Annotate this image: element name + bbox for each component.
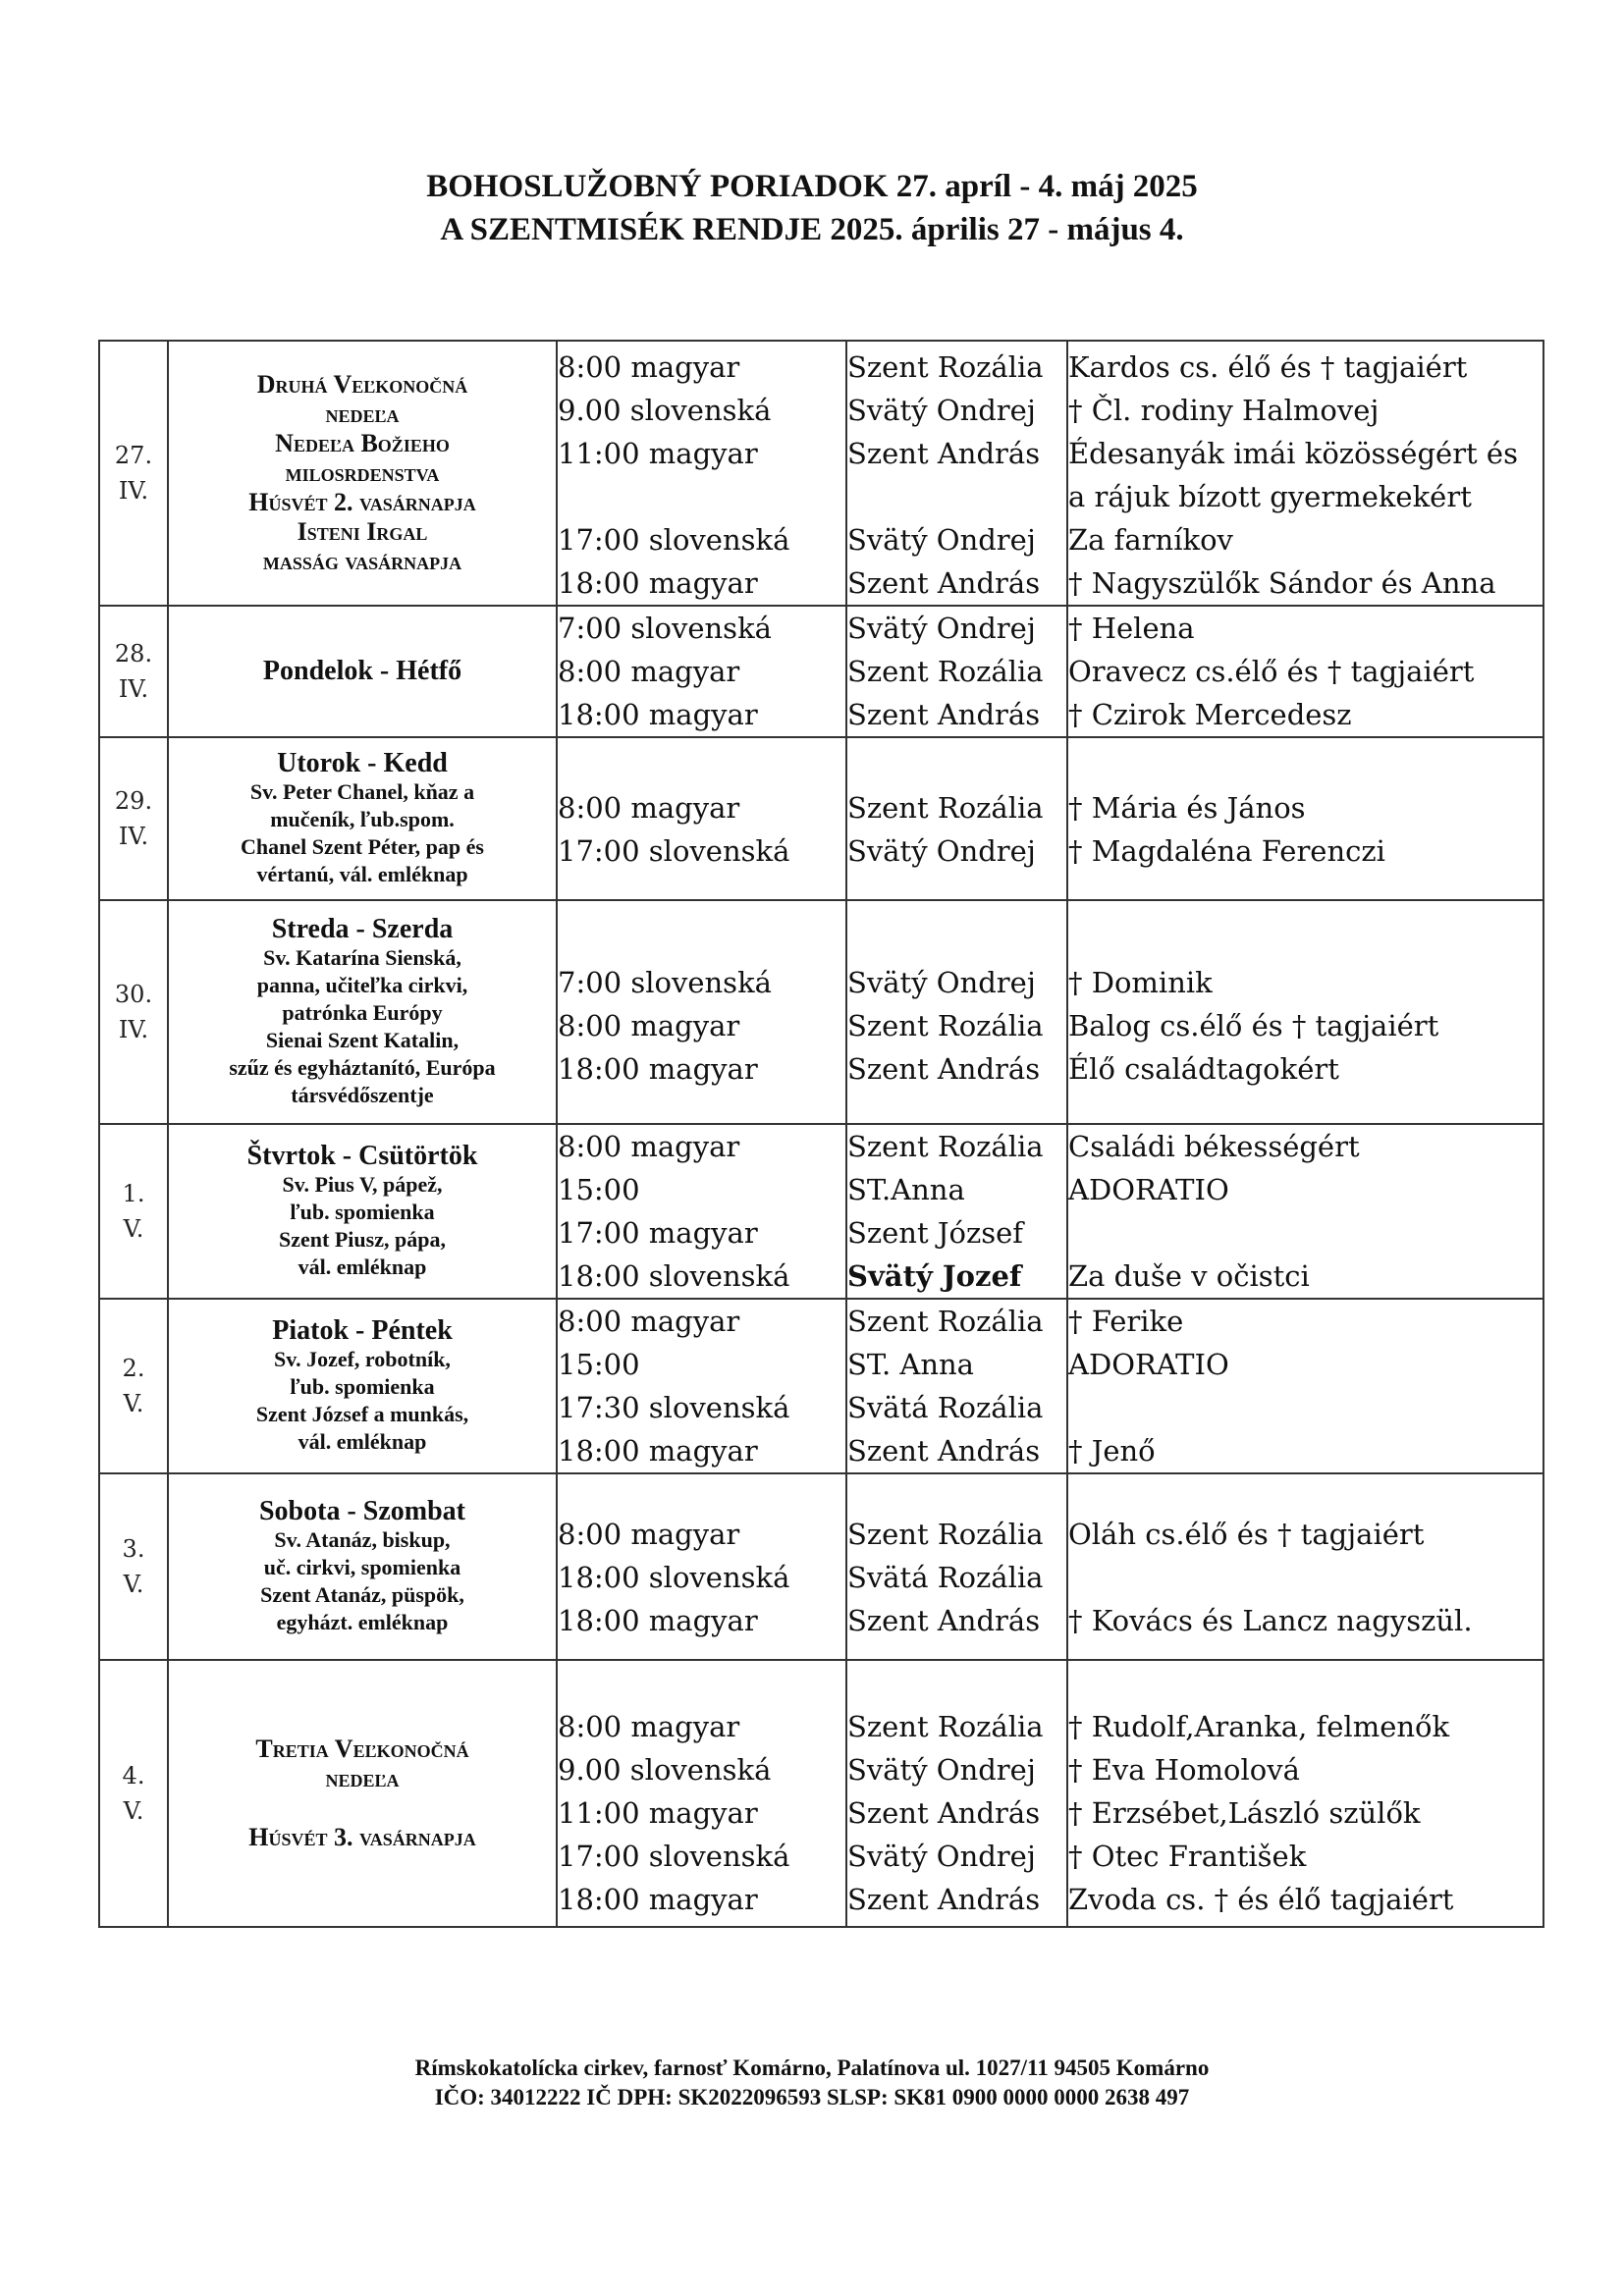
- church-name: Szent Rozália: [847, 655, 1044, 688]
- date-text: IV.: [118, 675, 149, 703]
- date-text: 3.: [122, 1535, 145, 1563]
- church-name: Szent András: [847, 1052, 1041, 1086]
- church-name: Svätý Ondrej: [847, 394, 1036, 427]
- feast-day-line: vál. emléknap: [298, 1255, 427, 1279]
- mass-intention: † Mária és János: [1068, 791, 1306, 825]
- feast-day-line: Sv. Peter Chanel, kňaz a: [249, 779, 475, 804]
- mass-schedule-table: [98, 340, 1544, 1928]
- schedule-row: [99, 1299, 1543, 1473]
- mass-time: 8:00 magyar: [558, 655, 740, 688]
- mass-intention: Édesanyák imái közösségért és: [1068, 437, 1518, 470]
- church-name-cell: [846, 341, 1067, 606]
- church-name: Szent András: [847, 566, 1041, 600]
- schedule-row: [99, 1124, 1543, 1299]
- church-name-cell: [846, 606, 1067, 737]
- mass-intention: † Otec František: [1068, 1840, 1307, 1873]
- mass-time-cell: [557, 341, 846, 606]
- mass-time: 18:00 slovenská: [558, 1561, 790, 1594]
- church-name-cell: [846, 900, 1067, 1124]
- church-name: Szent Rozália: [847, 350, 1044, 384]
- church-name-cell: [846, 1299, 1067, 1473]
- mass-time: 18:00 magyar: [558, 1604, 758, 1637]
- church-name: Svätý Ondrej: [847, 1840, 1036, 1873]
- church-name: Szent András: [847, 437, 1041, 470]
- schedule-row: [99, 900, 1543, 1124]
- mass-intention: † Helena: [1068, 612, 1195, 645]
- date-text: V.: [123, 1215, 144, 1243]
- date-cell: [99, 1299, 168, 1473]
- mass-time: 9.00 slovenská: [558, 1753, 772, 1787]
- mass-time: 18:00 magyar: [558, 698, 758, 731]
- date-cell: [99, 1124, 168, 1299]
- footer-bank-details: IČO: 34012222 IČ DPH: SK2022096593 SLSP: SK81 0900 0000 0000 2638 497: [434, 2085, 1190, 2109]
- feast-day-heading: Piatok - Péntek: [272, 1315, 453, 1346]
- feast-day-line: nedeľa: [325, 1764, 400, 1792]
- mass-intention: [1068, 1211, 1543, 1255]
- mass-intention-cell: [1067, 1124, 1543, 1299]
- mass-time: 18:00 magyar: [558, 1434, 758, 1468]
- mass-intention: a rájuk bízott gyermekekért: [1068, 480, 1472, 513]
- date-text: 29.: [114, 787, 153, 815]
- mass-intention: † Dominik: [1068, 966, 1213, 999]
- title-hungarian: A SZENTMISÉK RENDJE 2025. április 27 - május 4.: [440, 212, 1184, 247]
- feast-cell: [168, 1124, 557, 1299]
- church-name: Szent Rozália: [847, 1305, 1044, 1338]
- feast-day-line: Sv. Pius V, pápež,: [282, 1172, 443, 1197]
- mass-intention: Élő családtagokért: [1068, 1052, 1339, 1086]
- feast-day-heading: Utorok - Kedd: [277, 748, 448, 778]
- feast-cell: [168, 606, 557, 737]
- feast-day-line: Isteni Irgal: [297, 517, 428, 546]
- feast-day-line: Sv. Katarína Sienská,: [263, 945, 461, 970]
- feast-day-line: ľub. spomienka: [290, 1374, 435, 1399]
- church-name-cell: [846, 1124, 1067, 1299]
- church-name: Svätá Rozália: [847, 1561, 1044, 1594]
- feast-day-heading: Druhá Veľkonočná: [256, 370, 468, 399]
- feast-day-line: masság vasárnapja: [262, 547, 462, 575]
- church-name: ST.Anna: [847, 1173, 965, 1206]
- church-name: Szent András: [847, 698, 1041, 731]
- church-name-cell: [846, 737, 1067, 900]
- mass-time: 9.00 slovenská: [558, 394, 772, 427]
- mass-time: 17:30 slovenská: [558, 1391, 790, 1424]
- church-name-cell: [846, 1473, 1067, 1660]
- mass-intention: † Czirok Mercedesz: [1068, 698, 1352, 731]
- church-name: ST. Anna: [847, 1348, 974, 1381]
- mass-time: 18:00 magyar: [558, 566, 758, 600]
- feast-cell: [168, 1473, 557, 1660]
- mass-intention: Za duše v očistci: [1068, 1259, 1310, 1293]
- mass-time: [558, 475, 845, 518]
- mass-intention: † Magdaléna Ferenczi: [1068, 834, 1385, 868]
- mass-intention: [1068, 1386, 1543, 1429]
- mass-time: 8:00 magyar: [558, 1130, 740, 1163]
- mass-intention: Oravecz cs.élő és † tagjaiért: [1068, 655, 1475, 688]
- mass-time-cell: [557, 1473, 846, 1660]
- feast-cell: [168, 900, 557, 1124]
- feast-cell: [168, 1299, 557, 1473]
- mass-time: 11:00 magyar: [558, 1796, 758, 1830]
- church-name: Svätý Ondrej: [847, 1753, 1036, 1787]
- feast-day-line: mučeník, ľub.spom.: [270, 807, 455, 831]
- mass-time: 17:00 magyar: [558, 1216, 758, 1250]
- mass-intention: † Nagyszülők Sándor és Anna: [1068, 566, 1496, 600]
- feast-cell: [168, 341, 557, 606]
- feast-day-line: szűz és egyháztanító, Európa: [229, 1055, 496, 1080]
- feast-day-line: ľub. spomienka: [290, 1200, 435, 1224]
- mass-time: 8:00 magyar: [558, 791, 740, 825]
- date-text: 27.: [114, 442, 153, 469]
- mass-time: 8:00 magyar: [558, 1710, 740, 1743]
- church-name: Svätý Ondrej: [847, 523, 1036, 557]
- mass-intention: † Rudolf,Aranka, felmenők: [1068, 1710, 1450, 1743]
- mass-time: 15:00: [558, 1173, 640, 1206]
- date-text: 30.: [114, 981, 153, 1008]
- feast-day-line: társvédőszentje: [291, 1083, 434, 1107]
- feast-day-line: Szent Piusz, pápa,: [279, 1227, 446, 1252]
- feast-day-heading: Streda - Szerda: [271, 914, 454, 944]
- mass-intention-cell: [1067, 1473, 1543, 1660]
- church-name: Szent András: [847, 1796, 1041, 1830]
- church-name: Szent József: [847, 1216, 1023, 1250]
- feast-day-line: Szent Atanáz, püspök,: [260, 1582, 464, 1607]
- mass-time: 17:00 slovenská: [558, 1840, 790, 1873]
- mass-time-cell: [557, 1299, 846, 1473]
- title-slovak: BOHOSLUŽOBNÝ PORIADOK 27. apríl - 4. máj 2025: [426, 169, 1198, 204]
- mass-intention: Családi békességért: [1068, 1130, 1360, 1163]
- date-text: IV.: [118, 477, 149, 505]
- mass-time: 18:00 slovenská: [558, 1259, 790, 1293]
- date-text: IV.: [118, 1016, 149, 1043]
- mass-intention: † Erzsébet,László szülők: [1068, 1796, 1421, 1830]
- church-name: Szent Rozália: [847, 791, 1044, 825]
- date-text: V.: [123, 1797, 144, 1825]
- church-name: [847, 475, 1066, 518]
- mass-time: 8:00 magyar: [558, 350, 740, 384]
- mass-time: 8:00 magyar: [558, 1305, 740, 1338]
- feast-day-line: Chanel Szent Péter, pap és: [241, 834, 484, 859]
- mass-intention-cell: [1067, 1660, 1543, 1927]
- feast-day-line: uč. cirkvi, spomienka: [263, 1555, 461, 1579]
- mass-time: 7:00 slovenská: [558, 612, 772, 645]
- mass-intention-cell: [1067, 737, 1543, 900]
- feast-day-line: [169, 1793, 556, 1823]
- church-name: Szent Rozália: [847, 1518, 1044, 1551]
- feast-day-line: nedeľa: [325, 400, 400, 428]
- footer-address: Rímskokatolícka cirkev, farnosť Komárno, Palatínova ul. 1027/11 94505 Komárno: [414, 2056, 1210, 2080]
- mass-intention: Balog cs.élő és † tagjaiért: [1068, 1009, 1439, 1042]
- mass-intention: † Kovács és Lancz nagyszül.: [1068, 1604, 1473, 1637]
- feast-day-line: Nedeľa Božieho: [275, 429, 450, 457]
- church-name: Svätý Jozef: [847, 1259, 1022, 1293]
- date-cell: [99, 737, 168, 900]
- date-cell: [99, 341, 168, 606]
- feast-day-heading: Pondelok - Hétfő: [262, 656, 462, 686]
- schedule-row: [99, 737, 1543, 900]
- mass-time: 8:00 magyar: [558, 1009, 740, 1042]
- date-cell: [99, 606, 168, 737]
- feast-day-line: Húsvét 3. vasárnapja: [248, 1823, 476, 1851]
- church-name: Szent András: [847, 1434, 1041, 1468]
- feast-day-heading: Sobota - Szombat: [258, 1496, 465, 1526]
- mass-time: 15:00: [558, 1348, 640, 1381]
- church-name: Szent Rozália: [847, 1130, 1044, 1163]
- feast-day-line: Sv. Jozef, robotník,: [274, 1347, 451, 1371]
- date-text: V.: [123, 1571, 144, 1598]
- mass-time-cell: [557, 1660, 846, 1927]
- mass-intention: † Eva Homolová: [1068, 1753, 1300, 1787]
- mass-intention: ADORATIO: [1068, 1348, 1229, 1381]
- mass-time-cell: [557, 1124, 846, 1299]
- mass-intention: † Čl. rodiny Halmovej: [1068, 394, 1380, 427]
- feast-cell: [168, 737, 557, 900]
- date-text: 4.: [122, 1762, 145, 1789]
- schedule-row: [99, 606, 1543, 737]
- feast-day-line: Sienai Szent Katalin,: [265, 1028, 460, 1052]
- schedule-row: [99, 341, 1543, 606]
- church-name: Szent András: [847, 1604, 1041, 1637]
- church-name: Szent Rozália: [847, 1009, 1044, 1042]
- feast-cell: [168, 1660, 557, 1927]
- feast-day-line: Szent József a munkás,: [255, 1402, 469, 1426]
- date-text: IV.: [118, 823, 149, 850]
- feast-day-line: vértanú, vál. emléknap: [256, 862, 468, 886]
- church-name: Svätý Ondrej: [847, 834, 1036, 868]
- mass-time: 18:00 magyar: [558, 1052, 758, 1086]
- mass-intention: Za farníkov: [1068, 523, 1233, 557]
- mass-time: 7:00 slovenská: [558, 966, 772, 999]
- mass-intention-cell: [1067, 900, 1543, 1124]
- feast-day-heading: Štvrtok - Csütörtök: [246, 1141, 478, 1171]
- date-cell: [99, 1660, 168, 1927]
- church-name: Svätý Ondrej: [847, 966, 1036, 999]
- mass-time-cell: [557, 900, 846, 1124]
- church-name: Szent Rozália: [847, 1710, 1044, 1743]
- mass-time: 18:00 magyar: [558, 1883, 758, 1916]
- date-text: 2.: [122, 1355, 145, 1382]
- mass-time: 11:00 magyar: [558, 437, 758, 470]
- feast-day-line: patrónka Európy: [282, 1000, 443, 1025]
- date-text: V.: [123, 1390, 144, 1417]
- mass-time: 17:00 slovenská: [558, 523, 790, 557]
- mass-intention-cell: [1067, 341, 1543, 606]
- date-text: 28.: [114, 640, 153, 667]
- schedule-row: [99, 1660, 1543, 1927]
- feast-day-line: vál. emléknap: [298, 1429, 427, 1454]
- feast-day-line: Húsvét 2. vasárnapja: [248, 488, 476, 516]
- date-text: 1.: [122, 1180, 145, 1207]
- church-name-cell: [846, 1660, 1067, 1927]
- mass-time: 17:00 slovenská: [558, 834, 790, 868]
- feast-day-heading: Tretia Veľkonočná: [255, 1735, 469, 1763]
- church-name: Szent András: [847, 1883, 1041, 1916]
- mass-time-cell: [557, 737, 846, 900]
- mass-intention: Zvoda cs. † és élő tagjaiért: [1068, 1883, 1454, 1916]
- schedule-row: [99, 1473, 1543, 1660]
- date-cell: [99, 1473, 168, 1660]
- mass-intention: † Ferike: [1068, 1305, 1184, 1338]
- mass-time: 8:00 magyar: [558, 1518, 740, 1551]
- mass-intention-cell: [1067, 1299, 1543, 1473]
- mass-intention: † Jenő: [1068, 1434, 1156, 1468]
- mass-intention: Oláh cs.élő és † tagjaiért: [1068, 1518, 1425, 1551]
- feast-day-line: milosrdenstva: [285, 458, 440, 487]
- mass-intention: Kardos cs. élő és † tagjaiért: [1068, 350, 1468, 384]
- church-name: Svätá Rozália: [847, 1391, 1044, 1424]
- mass-time-cell: [557, 606, 846, 737]
- mass-intention: ADORATIO: [1068, 1173, 1229, 1206]
- feast-day-line: egyházt. emléknap: [276, 1610, 449, 1634]
- church-name: Svätý Ondrej: [847, 612, 1036, 645]
- feast-day-line: Sv. Atanáz, biskup,: [274, 1527, 451, 1552]
- feast-day-line: panna, učiteľka cirkvi,: [256, 973, 468, 997]
- mass-intention: [1068, 1556, 1543, 1599]
- date-cell: [99, 900, 168, 1124]
- mass-intention-cell: [1067, 606, 1543, 737]
